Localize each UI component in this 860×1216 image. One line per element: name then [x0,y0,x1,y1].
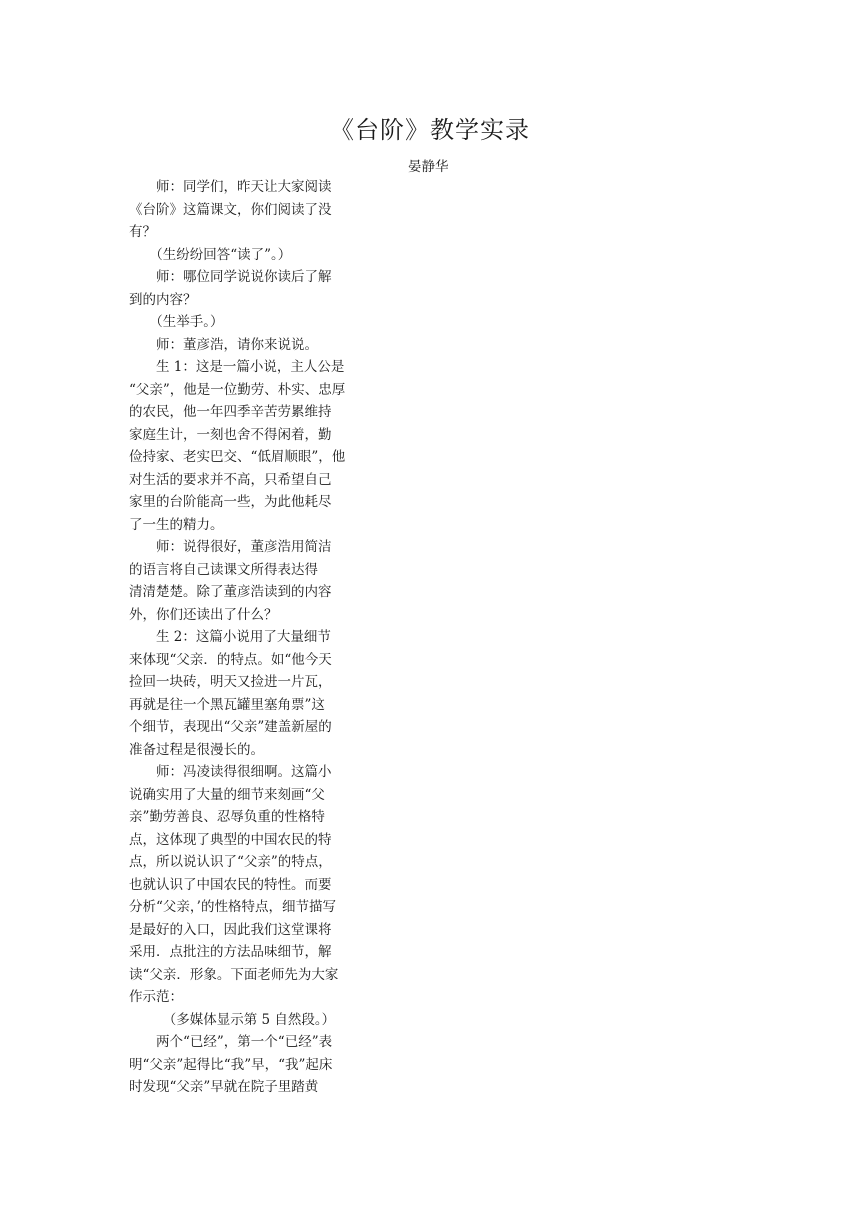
text-line: 明“父亲”起得比“我”早，“我”起床 [129,1056,333,1073]
text-line: 也就认识了中国农民的特性。而要 [129,876,332,893]
text-line: 外，你们还读出了什么？ [129,606,278,623]
text-line: 师：同学们，昨天让大家阅读 [129,179,332,195]
text-line: 说确实用了大量的细节来刻画“父 [129,786,325,803]
text-line: 家里的台阶能高一些，为此他耗尽 [129,494,332,510]
text-line: 对生活的要求并不高，只希望自己 [129,471,332,488]
text-line: 家庭生计，一刻也舍不得闲着，勤 [129,426,332,443]
text-line: 采用．点批注的方法品味细节，解 [129,944,332,960]
text-line: 捡回一块砖，明天又捡进一片瓦， [129,674,332,690]
text-line: 的语言将自己读课文所得表达得 [129,561,318,578]
text-line: 生 1：这是一篇小说，主人公是 [129,359,345,375]
text-line: 有？ [129,224,156,240]
text-line: 到的内容？ [129,291,197,308]
text-line: 点，所以说认识了“父亲”的特点， [129,854,332,870]
text-line: 俭持家、老实巴交、“低眉顺眼”，他 [129,449,346,465]
text-line: “父亲”，他是一位勤劳、朴实、忠厚 [129,381,346,398]
text-line: 是最好的入口，因此我们这堂课将 [129,921,332,938]
text-line: 来体现“父亲．的特点。如“他今天 [129,651,332,668]
text-line: 再就是往一个黑瓦罐里塞角票”这 [129,696,325,713]
text-line: 生 2：这篇小说用了大量细节 [129,629,331,645]
text-line: 师：说得很好，董彦浩用简洁 [129,539,332,555]
text-line: （生举手。） [129,314,224,330]
text-line: 准备过程是很漫长的。 [129,741,264,758]
document-title: 《台阶》教学实录 [330,116,530,144]
text-line: （多媒体显示第 5 自然段。） [129,1011,336,1028]
text-line: 时发现“父亲”早就在院子里踏黄 [129,1079,319,1095]
text-line: 读“父亲．形象。下面老师先为大家 [129,966,339,983]
text-line: 师：董彦浩，请你来说说。 [129,336,318,353]
text-line: 点，这体现了典型的中国农民的特 [129,831,332,848]
text-line: 的农民，他一年四季辛苦劳累维持 [129,404,332,420]
text-line: 个细节，表现出“父亲”建盖新屋的 [129,719,332,735]
text-line: 清清楚楚。除了董彦浩读到的内容 [129,584,332,600]
text-line: 亲”勤劳善良、忍辱负重的性格特 [129,809,325,825]
text-line: 师：冯凌读得很细啊。这篇小 [129,764,332,780]
author-name: 晏静华 [408,159,449,175]
text-line: 作示范： [129,989,183,1005]
text-line: 两个“已经”，第一个“已经”表 [129,1034,333,1050]
body-text [129,176,391,1099]
text-line: 《台阶》这篇课文，你们阅读了没 [129,201,332,218]
text-line: 了一生的精力。 [129,516,224,533]
text-line: 师：哪位同学说说你读后了解 [129,269,332,285]
text-line: 分析“父亲，’的性格特点，细节描写 [129,899,336,915]
text-line: （生纷纷回答“读了”。） [129,246,292,263]
